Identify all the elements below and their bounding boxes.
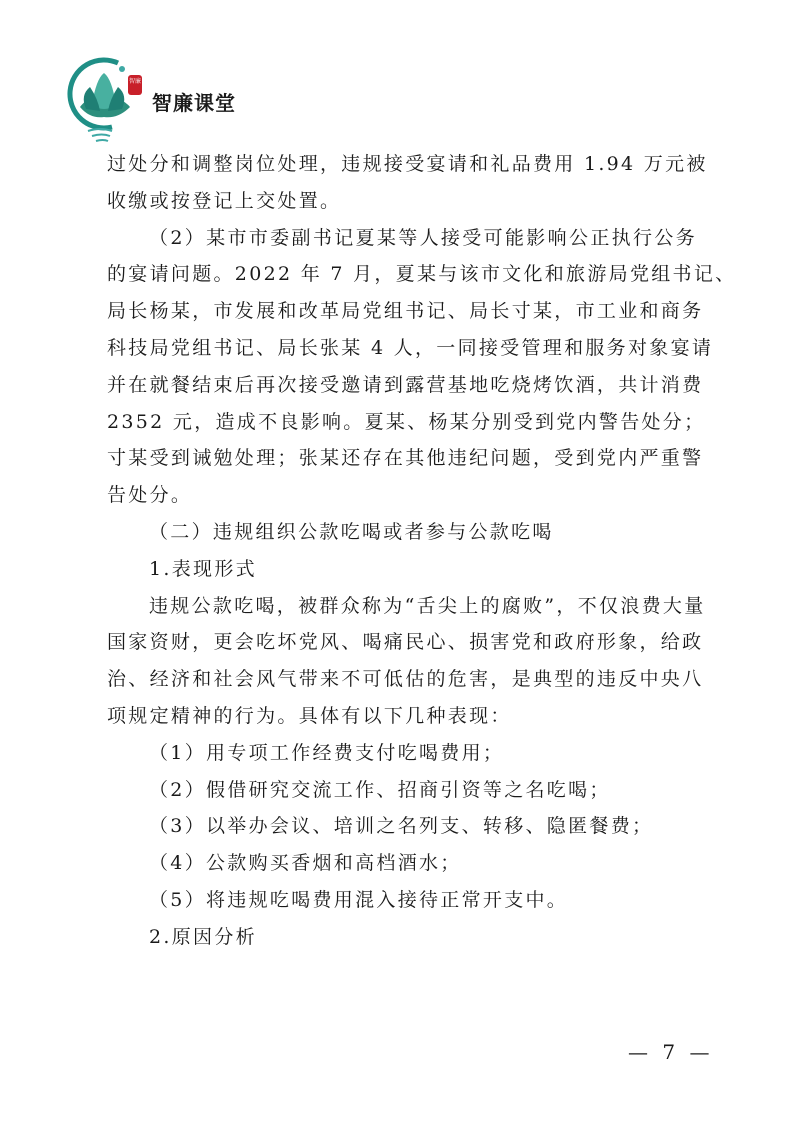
lotus-logo-icon: [60, 55, 155, 145]
paragraph-line: 的宴请问题。2022 年 7 月，夏某与该市文化和旅游局党组书记、: [107, 263, 737, 286]
paragraph-line: 违规公款吃喝，被群众称为“舌尖上的腐败”，不仅浪费大量: [149, 594, 706, 617]
list-item: （5）将违规吃喝费用混入接待正常开支中。: [149, 888, 569, 911]
logo: [60, 55, 260, 145]
case-item-2: （2）某市市委副书记夏某等人接受可能影响公正执行公务: [149, 226, 697, 249]
paragraph-line: 治、经济和社会风气带来不可低估的危害，是典型的违反中央八: [107, 668, 704, 691]
subsection-heading: 2.原因分析: [149, 925, 257, 948]
paragraph-line: 过处分和调整岗位处理，违规接受宴请和礼品费用 1.94 万元被: [107, 153, 708, 175]
paragraph-line: 项规定精神的行为。具体有以下几种表现：: [107, 704, 512, 727]
list-item: （2）假借研究交流工作、招商引资等之名吃喝；: [149, 778, 611, 801]
paragraph-line: 寸某受到诫勉处理；张某还存在其他违纪问题，受到党内严重警: [107, 447, 704, 470]
svg-text:智廉: 智廉: [128, 78, 142, 85]
logo-text: 智廉课堂: [152, 91, 236, 115]
section-heading: （二）违规组织公款吃喝或者参与公款吃喝: [149, 520, 554, 543]
paragraph-line: 告处分。: [107, 484, 193, 507]
page-number: — 7 —: [628, 1040, 714, 1064]
list-item: （4）公款购买香烟和高档酒水；: [149, 852, 462, 875]
document-body: [107, 146, 737, 956]
list-item: （1）用专项工作经费支付吃喝费用；: [149, 741, 505, 764]
paragraph-line: 并在就餐结束后再次接受邀请到露营基地吃烧烤饮酒，共计消费: [107, 373, 704, 396]
paragraph-line: 收缴或按登记上交处置。: [107, 189, 342, 212]
paragraph-line: 科技局党组书记、局长张某 4 人，一同接受管理和服务对象宴请: [107, 336, 714, 359]
subsection-heading: 1.表现形式: [149, 557, 257, 580]
paragraph-line: 2352 元，造成不良影响。夏某、杨某分别受到党内警告处分；: [107, 410, 706, 433]
paragraph-line: 国家资财，更会吃坏党风、喝痛民心、损害党和政府形象，给政: [107, 631, 704, 654]
list-item: （3）以举办会议、培训之名列支、转移、隐匿餐费；: [149, 815, 654, 838]
paragraph-line: 局长杨某，市发展和改革局党组书记、局长寸某，市工业和商务: [107, 300, 704, 323]
